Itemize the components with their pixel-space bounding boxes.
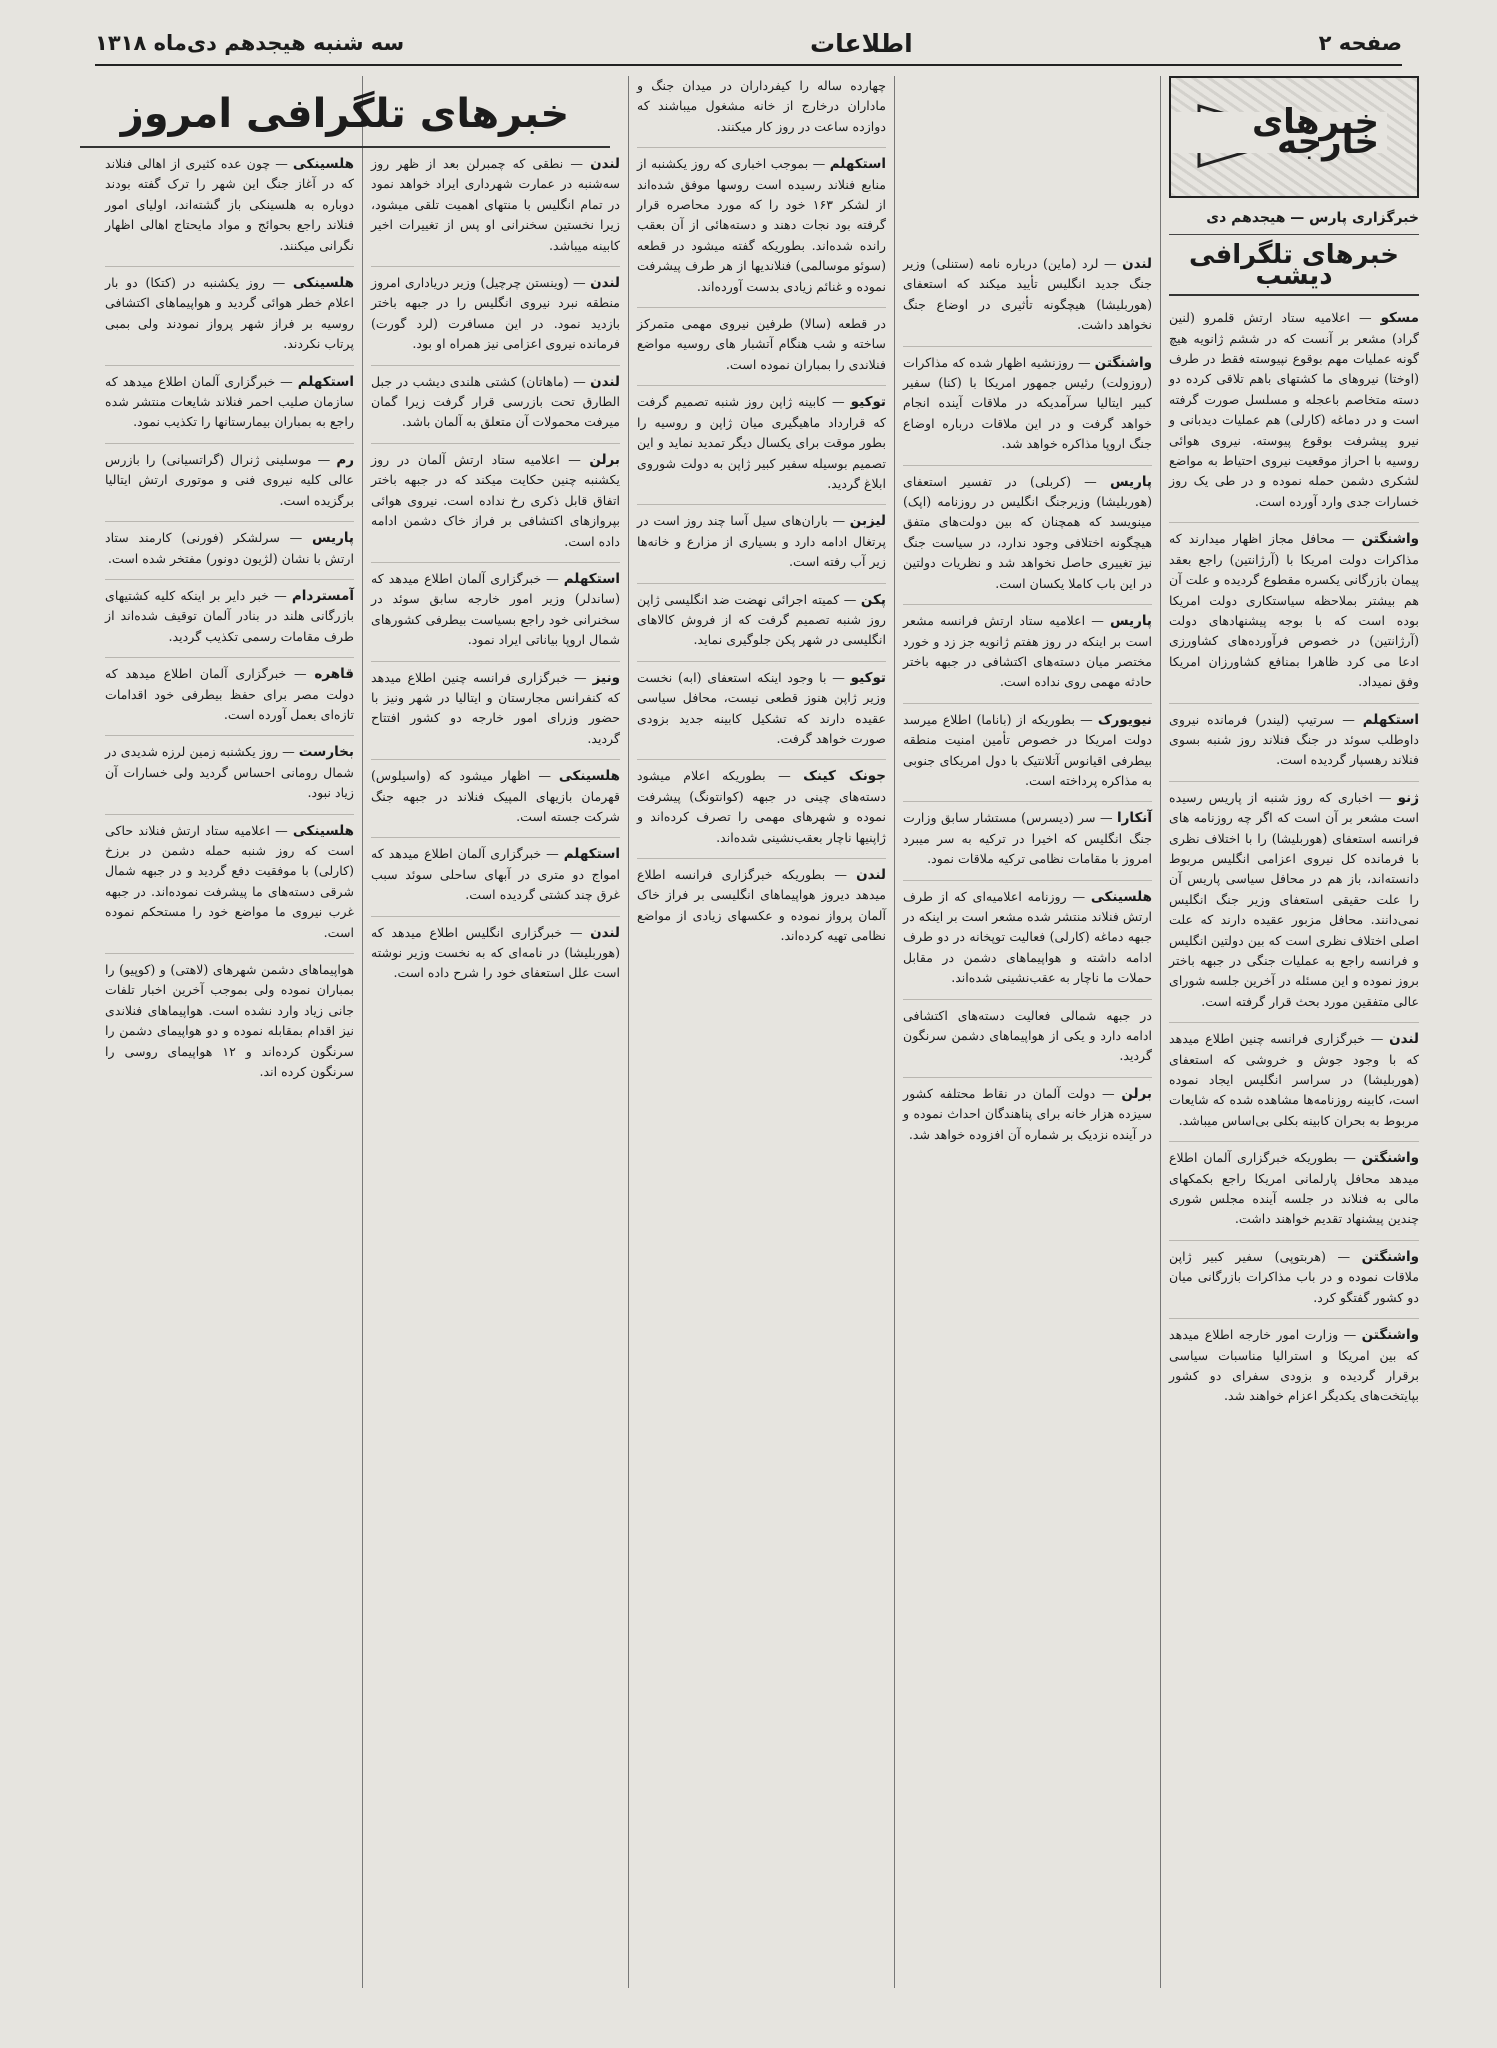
news-item-text: موسلینی ژنرال (گراتسیانی) را بازرس عالی کلیه نیروی فنی و موتوری ارتش ایتالیا برگزیده است. — [105, 451, 354, 508]
page-number: صفحه ۲ — [1318, 31, 1402, 55]
news-item-dateline: لندن — [1122, 256, 1152, 272]
news-item-dateline: لندن — [590, 373, 620, 390]
news-item-text: خبرگزاری فرانسه چنین اطلاع میدهد که کنفرانس مجارستان و ایتالیا در شهر ونیز با حضور وزرای امور خارجه دو کشور افتتاح گردید. — [371, 669, 620, 746]
news-item: استکهلم — بموجب اخباری که روز یکشنبه از منابع فنلاند رسیده است روسها موفق شده‌اند از لشکر ۱۶۳ خود را که مورد محاصره قرار گرفته بود نجات دهند و دسته‌هائی از آن بعقب رانده شده‌اند. بطوریکه گفته میشود در قطعه (سوئو موسالمی) فنلاندیها از هر طرف پیشرفت نموده و غنائم زیادی بدست آورده‌اند. — [637, 147, 886, 297]
news-item: برلن — دولت آلمان در نقاط محتلفه کشور سیزده هزار خانه برای پناهندگان احداث نموده و در آینده نزدیک بر شماره آن افزوده خواهد شد. — [903, 1077, 1152, 1145]
news-item-dateline: نیویورک — [1097, 711, 1152, 728]
news-item: واشنگتن — وزارت امور خارجه اطلاع میدهد که بین امریکا و استرالیا مناسبات سیاسی برقرار گردیده و بزودی سفرای دو کشور بپایتخت‌های یکدیگر اعزام خواهند شد. — [1169, 1318, 1419, 1407]
news-item: بخارست — روز یکشنبه زمین لرزه شدیدی در شمال رومانی احساس گردید ولی خسارات آن زیاد نبود. — [105, 735, 354, 803]
news-item-dateline: توکیو — [850, 394, 886, 411]
news-item-text: اعلامیه ستاد ارتش آلمان در روز یکشنبه چنین حکایت میکند که در جبهه باختر اتفاق قابل ذکری رخ نداده است. نیروی هوائی بپروازهای اکتشافی بر فراز خاک دشمن ادامه داده است. — [371, 451, 620, 549]
news-item-dateline: استکهلم — [563, 570, 620, 587]
news-item: پکن — کمیته اجرائی نهضت ضد انگلیسی ژاپن روز شنبه تصمیم گرفت که از فروش کالاهای انگلیسی در شهر پکن جلوگیری نماید. — [637, 583, 886, 651]
news-item: هلسینکی — روزنامه اعلامیه‌ای که از طرف ارتش فنلاند منتشر شده مشعر است بر اینکه در جبهه دماغه (کارلی) فعالیت توپخانه در دو طرف ادامه داشته و هواپیماهای دشمن در مقابل حملات ما ناچار به عقب‌نشینی شده‌اند. — [903, 880, 1152, 989]
news-item-text: بموجب اخباری که روز یکشنبه از منابع فنلاند رسیده است روسها موفق شده‌اند از لشکر ۱۶۳ خود را که مورد محاصره قرار گرفته بود نجات دهند و دسته‌هائی از آن بعقب رانده شده‌اند. بطوریکه گفته میشود در قطعه (سوئو موسالمی) فنلاندیها از هر طرف پیشرفت نموده و غنائم زیادی بدست آورده‌اند. — [637, 156, 886, 294]
news-item-dateline: لندن — [590, 924, 620, 941]
news-item: ونیز — خبرگزاری فرانسه چنین اطلاع میدهد که کنفرانس مجارستان و ایتالیا در شهر ونیز با حضور وزرای امور خارجه دو کشور افتتاح گردید. — [371, 661, 620, 750]
news-item-dateline: برلن — [1121, 1085, 1152, 1102]
news-item-text: در قطعه (سالا) طرفین نیروی مهمی متمرکز ساخته و شب هنگام آتشبار های روسیه مواضع فنلاندی را بمباران نموده است. — [637, 316, 886, 372]
last-night-telegrams-title: خبرهای تلگرافی دیشب — [1169, 245, 1419, 296]
news-item-text: در جبهه شمالی فعالیت دسته‌های اکتشافی ادامه دارد و یکی از هواپیماهای دشمن سرنگون گردید. — [903, 1007, 1152, 1064]
news-item: قاهره — خبرگزاری آلمان اطلاع میدهد که دولت مصر برای حفظ بیطرفی خود اقدامات تازه‌ای بعمل آورده است. — [105, 657, 354, 725]
news-item-text: دولت آلمان در نقاط محتلفه کشور سیزده هزار خانه برای پناهندگان احداث نموده و در آینده نزدیک بر شماره آن افزوده خواهد شد. — [903, 1085, 1152, 1142]
news-item: استکهلم — خبرگزاری آلمان اطلاع میدهد که (ساندلر) وزیر امور خارجه سابق سوئد در سخنرانی خود راجع بسیاست بیطرفی کشورهای شمال اروپا بیاناتی ایراد نمود. — [371, 562, 620, 651]
news-item-dateline: هلسینکی — [292, 156, 354, 172]
news-item-text: هواپیماهای دشمن شهرهای (لاهتی) و (کوپیو) را بمباران نموده ولی بموجب آخرین اخبار تلفات جانی زیاد وارد نشده است. هواپیماهای فنلاندی نیز اقدام بمقابله نموده و دو هواپیمای دشمن را سرنگون کرده‌اند و ۱۲ هواپیمای روسی را سرنگون کرده اند. — [105, 962, 354, 1080]
news-item-dateline: لیزبن — [849, 513, 886, 530]
news-item: لندن — (ماهاتان) کشتی هلندی دیشب در جبل الطارق تحت بازرسی قرار گرفت زیرا گمان میرفت محمولات آن متعلق به آلمان باشد. — [371, 365, 620, 433]
news-item: هلسینکی — اظهار میشود که (واسیلوس) قهرمان بازیهای المپیک فنلاند در جبهه جنگ شرکت جسته است. — [371, 759, 620, 827]
news-item-dateline: استکهلم — [1362, 711, 1419, 728]
news-item-dateline: پاریس — [1109, 613, 1152, 630]
news-item-text: چون عده کثیری از اهالی فنلاند که در آغاز جنگ این شهر را ترک گفته بودند دوباره به هلسینکی باز گشته‌اند، اولیای امور فنلاند راجع بحوائج و مواد مایحتاج اهالی اظهار نگرانی میکنند. — [105, 156, 354, 253]
news-item-text: اعلامیه ستاد ارتش فرانسه مشعر است بر اینکه در روز هفتم ژانویه جز زد و خورد مختصر میان دسته‌های اکتشافی در جبهه باختر حادثه مهمی روی نداده است. — [903, 613, 1152, 690]
news-item: واشنگتن — محافل مجاز اظهار میدارند که مذاکرات دولت امریکا با (آرژانتین) راجع بعقد پیمان بازرگانی یکسره مقطوع گردیده و علت آن هم بیشتر بملاحظه سیاستکاری دولت امریکا بوده است که با بوجه پیشنهادهای دولت (آرژانتین) در خصوص فرآورده‌های کشاورزی ادعا می کرد ظاهرا بمنافع کشاورزان امریکا وفق نمیداد. — [1169, 522, 1419, 692]
news-item: نیویورک — بطوریکه از (باناما) اطلاع میرسد دولت امریکا در خصوص تأمین امنیت منطقه بیطرفی اقیانوس آتلانتیک با دول امریکای جنوبی به مذاکره پرداخته است. — [903, 703, 1152, 792]
news-item: لندن — خبرگزاری فرانسه چنین اطلاع میدهد که با وجود جوش و خروشی که استعفای (هوربلیشا) در سراسر انگلیس ایجاد نموده است، کابینه روزنامه‌ها مشاهده شده که شایعات مربوط به بحران کابینه بکلی بی‌اساس میباشد. — [1169, 1022, 1419, 1131]
news-item-text: خبرگزاری آلمان اطلاع میدهد که (ساندلر) وزیر امور خارجه سابق سوئد در سخنرانی خود راجع بسیاست بیطرفی کشورهای شمال اروپا بیاناتی ایراد نمود. — [371, 570, 620, 648]
news-item-dateline: استکهلم — [829, 156, 886, 173]
news-item: مسکو — اعلامیه ستاد ارتش قلمرو (لنین گراد) مشعر بر آنست که در ششم ژانویه هیچ گونه عملیات مهم بوقوع نپیوسته فقط در طرف (اوختا) نیروهای ما کشتهای باهم تلاقی کرده دو دسته متخاصم باعجله و مسلسل صورت گرفته است و در دماغه (کارلی) هم عملیات دیدبانی و نیرو پیشرفت بوقوع پیوسته. نیروی هوائی روسیه با احراز موقعیت نیروی احتیاط به مواضع لشکری دشمن حمله نموده و در طی یک روز خسارات جدی وارد آورده است. — [1169, 310, 1420, 509]
news-item: استکهلم — سرتیپ (لیندر) فرمانده نیروی داوطلب سوئد در جنگ فنلاند روز شنبه بسوی فنلاند رهسپار گردیده است. — [1169, 703, 1419, 771]
news-item-dateline: توکیو — [850, 669, 886, 686]
news-item: لیزبن — باران‌های سیل آسا چند روز است در پرتغال ادامه دارد و بسیاری از مزارع و خانه‌ها زیر آب رفته است. — [637, 504, 886, 572]
news-item — [637, 76, 886, 137]
news-item-text: روز یکشنبه زمین لرزه شدیدی در شمال رومانی احساس گردید ولی خسارات آن زیاد نبود. — [105, 744, 354, 801]
news-item-dateline: هلسینکی — [1090, 888, 1152, 905]
column-3 — [629, 76, 895, 1988]
news-item-dateline: واشنگتن — [1361, 1248, 1419, 1265]
news-item-dateline: مسکو — [1380, 310, 1420, 327]
news-item-text: (هربتوپی) سفیر کبیر ژاپن ملاقات نموده و در باب مذاکرات بازرگانی میان دو کشور گفتگو کرد. — [1169, 1248, 1419, 1305]
columns-area — [70, 76, 1427, 1988]
column-1 — [1161, 76, 1427, 1988]
todays-telegrams-banner: خبرهای تلگرافی امروز — [80, 90, 610, 148]
agency-dateline: خبرگزاری پارس — هیجدهم دی — [1169, 204, 1419, 235]
news-item: جونک کینک — بطوریکه اعلام میشود دسته‌های چینی در جبهه (کوانتونگ) پیشرفت نموده و شهرهای مهمی را تصرف کرده‌اند و ژاپنیها ناچار بعقب‌نشینی شده‌اند. — [637, 759, 886, 848]
news-item-dateline: استکهلم — [563, 846, 620, 863]
news-item-text: سرلشکر (فورنی) کارمند ستاد ارتش با نشان (لژیون دونور) مفتخر شده است. — [105, 530, 354, 566]
news-item-dateline: واشنگتن — [1361, 1150, 1419, 1167]
news-item: پاریس — سرلشکر (فورنی) کارمند ستاد ارتش با نشان (لژیون دونور) مفتخر شده است. — [105, 521, 354, 569]
column-5 — [97, 76, 363, 1988]
news-item-text: بطوریکه از (باناما) اطلاع میرسد دولت امریکا در خصوص تأمین امنیت منطقه بیطرفی اقیانوس آتلانتیک با دول امریکای جنوبی به مذاکره پرداخته است. — [903, 711, 1152, 788]
news-item-dateline: لندن — [590, 275, 620, 292]
news-item-dateline: هلسینکی — [292, 822, 354, 839]
news-item-text: اظهار میشود که (واسیلوس) قهرمان بازیهای المپیک فنلاند در جبهه جنگ شرکت جسته است. — [371, 768, 620, 824]
news-item-dateline: واشنگتن — [1094, 354, 1152, 371]
foreign-news-title: خبرهای خارجه — [1171, 112, 1387, 153]
news-item-text: خبر دایر بر اینکه کلیه کشتیهای بازرگانی هلند در بنادر آلمان توقیف شده‌اند از طرف مقامات رسمی تکذیب گردید. — [105, 587, 354, 644]
news-item-dateline: لندن — [1389, 1031, 1419, 1048]
news-item-text: وزارت امور خارجه اطلاع میدهد که بین امریکا و استرالیا مناسبات سیاسی برقرار گردیده و بزودی سفرای دو کشور بپایتخت‌های یکدیگر اعزام خواهند شد. — [1169, 1327, 1419, 1404]
news-item: هلسینکی — روز یکشنبه در (کتکا) دو بار اعلام خطر هوائی گردید و هواپیماهای اکتشافی روسیه بر فراز شهر پرواز نمودند ولی بمبی پرتاب نکردند. — [105, 266, 354, 355]
news-item — [105, 953, 354, 1082]
news-item-text: باران‌های سیل آسا چند روز است در پرتغال ادامه دارد و بسیاری از مزارع و خانه‌ها زیر آب رفته است. — [637, 513, 886, 570]
news-item: رم — موسلینی ژنرال (گراتسیانی) را بازرس عالی کلیه نیروی فنی و موتوری ارتش ایتالیا برگزیده است. — [105, 443, 354, 511]
news-item-text: بطوریکه خبرگزاری آلمان اطلاع میدهد محافل پارلمانی امریکا راجع بکمکهای مالی به فنلاند در جلسه آینده مجلس شوری چندین پیشنهاد تقدیم خواهند داشت. — [1169, 1150, 1419, 1227]
masthead — [95, 22, 1402, 66]
news-item-dateline: پکن — [860, 591, 886, 608]
news-item — [637, 307, 886, 375]
news-item-text: (وینستن چرچیل) وزیر دریاداری امروز منطقه نبرد نیروی انگلیس را در جبهه باختر بازدید نمود. در این مسافرت (لرد گورت) فرمانده نیروی اعزامی نیز همراه او بود. — [371, 275, 620, 352]
news-item-dateline: ژنو — [1397, 789, 1419, 806]
news-item-dateline: استکهلم — [297, 373, 354, 390]
news-item-dateline: رم — [336, 451, 354, 468]
news-item-dateline: آنکارا — [1116, 810, 1152, 827]
news-item-dateline: برلن — [589, 451, 620, 468]
news-item: پاریس — (کربلی) در تفسیر استعفای (هوربلیشا) وزیرجنگ انگلیس در روزنامه (اپک) مینویسد که همچنان که بین دولت‌های متفق هیچگونه اختلافی وجود ندارد، در سیاست جنگ نیز تغییری حاصل نخواهد شد و نظریات دولتین در این باب کاملا یکسان است. — [903, 465, 1152, 594]
news-item: استکهلم — خبرگزاری آلمان اطلاع میدهد که امواج دو متری در آبهای ساحلی سوئد سبب غرق چند کشتی گردیده است. — [371, 837, 620, 905]
news-item: هلسینکی — چون عده کثیری از اهالی فنلاند که در آغاز جنگ این شهر را ترک گفته بودند دوباره به هلسینکی باز گشته‌اند، اولیای امور فنلاند راجع بحوائج و مواد مایحتاج اهالی اظهار نگرانی میکنند. — [105, 156, 354, 253]
news-item-dateline: پاریس — [311, 530, 354, 547]
news-item-text: کابینه ژاپن روز شنبه تصمیم گرفت که قرارداد ماهیگیری میان ژاپن و روسیه را بطور موقت برای یکسال دیگر تمدید نماید و این تصمیم بوسیله سفیر کبیر ژاپن به دولت شوروی ابلاغ گردید. — [637, 394, 886, 491]
newspaper-name: اطلاعات — [810, 28, 913, 58]
news-item-dateline: هلسینکی — [292, 275, 354, 292]
news-item-dateline: لندن — [590, 156, 620, 172]
news-item-dateline: بخارست — [298, 744, 354, 761]
news-item-text: نطقی که چمبرلن بعد از ظهر روز سه‌شنبه در عمارت شهرداری ایراد خواهد نمود در تمام انگلیس با منتهای اهمیت تلقی میشود، زیرا نخستین سخنرانی او پس از تغییرات اخیر کابینه میباشد. — [371, 156, 620, 253]
news-item-text: سرتیپ (لیندر) فرمانده نیروی داوطلب سوئد در جنگ فنلاند روز شنبه بسوی فنلاند رهسپار گردیده است. — [1169, 711, 1419, 768]
news-item: لندن — (وینستن چرچیل) وزیر دریاداری امروز منطقه نبرد نیروی انگلیس را در جبهه باختر بازدید نمود. در این مسافرت (لرد گورت) فرمانده نیروی اعزامی نیز همراه او بود. — [371, 266, 620, 355]
news-item-dateline: آمستردام — [291, 587, 354, 604]
news-item-text: با وجود اینکه استعفای (ابه) نخست وزیر ژاپن هنوز قطعی نیست، محافل سیاسی عقیده دارند که تشکیل کابینه جدید بزودی صورت خواهد گرفت. — [637, 669, 886, 746]
news-item-text: خبرگزاری انگلیس اطلاع میدهد که (هوربلیشا) در نامه‌ای که به نخست وزیر نوشته است علل استعفای خود را شرح داده است. — [371, 924, 620, 981]
news-item-text: روزنشیه اظهار شده که مذاکرات (روزولت) رئیس جمهور امریکا با (کنا) سفیر کبیر ایتالیا سرآمدیکه در ملاقات آینده انجام خواهد گرفت و در این ملاقات درباره اوضاع جنگ اروپا مذاکره خواهد شد. — [903, 354, 1152, 452]
news-item-text: اعلامیه ستاد ارتش قلمرو (لنین گراد) مشعر بر آنست که در ششم ژانویه هیچ گونه عملیات مهم بوقوع نپیوسته فقط در طرف (اوختا) نیروهای ما کشتهای باهم تلاقی کرده دو دسته متخاصم باعجله و مسلسل صورت گرفته است و در دماغه (کارلی) هم عملیات دیدبانی و نیرو پیشرفت بوقوع پیوسته. نیروی هوائی روسیه با احراز موقعیت نیروی احتیاط به مواضع لشکری دشمن حمله نموده و در طی یک روز خسارات جدی وارد آورده است. — [1169, 310, 1419, 509]
news-item: استکهلم — خبرگزاری آلمان اطلاع میدهد که سازمان صلیب احمر فنلاند شایعات منتشر شده راجع به بمباران بیمارستانها را تکذیب نمود. — [105, 365, 354, 433]
column-4 — [363, 76, 629, 1988]
news-item-text: روزنامه اعلامیه‌ای که از طرف ارتش فنلاند منتشر شده مشعر است بر اینکه در جبهه دماغه (کارلی) فعالیت توپخانه در دو طرف ادامه داشته و هواپیماهای دشمن در مقابل حملات ما ناچار به عقب‌نشینی شده‌اند. — [903, 888, 1152, 986]
news-item: توکیو — با وجود اینکه استعفای (ابه) نخست وزیر ژاپن هنوز قطعی نیست، محافل سیاسی عقیده دارند که تشکیل کابینه جدید بزودی صورت خواهد گرفت. — [637, 661, 886, 750]
news-item: واشنگتن — روزنشیه اظهار شده که مذاکرات (روزولت) رئیس جمهور امریکا با (کنا) سفیر کبیر ایتالیا سرآمدیکه در ملاقات آینده انجام خواهد گرفت و در این ملاقات درباره اوضاع جنگ اروپا مذاکره خواهد شد. — [903, 346, 1152, 455]
news-item: آمستردام — خبر دایر بر اینکه کلیه کشتیهای بازرگانی هلند در بنادر آلمان توقیف شده‌اند از طرف مقامات رسمی تکذیب گردید. — [105, 579, 354, 647]
news-item-text: خبرگزاری آلمان اطلاع میدهد که دولت مصر برای حفظ بیطرفی خود اقدامات تازه‌ای بعمل آورده است. — [105, 666, 354, 722]
news-item-text: (ماهاتان) کشتی هلندی دیشب در جبل الطارق تحت بازرسی قرار گرفت زیرا گمان میرفت محمولات آن متعلق به آلمان باشد. — [371, 373, 620, 430]
news-item-text: اخباری که روز شنبه از پاریس رسیده است مشعر بر آن است که اگر چه روزنامه های فرانسه استعفای (هوربلیشا) را با اختلاف نظری با فرمانده کل نیروی اعزامی انگلیس مربوط دانسته‌اند، باز هم در محافل سیاسی پاریس آن را علت حقیقی استعفای وزیر جنگ انگلیس نمی‌دانند. محافل مزبور عقیده دارند که علت اصلی اختلاف نظری است که بین دولتین انگلیس و فرانسه راجع به عملیات جنگی در جبهه باختر بروز نموده و این مسئله در آخرین جلسه شورای عالی متفقین مورد بحث قرار گرفته است. — [1169, 789, 1419, 1009]
news-item: برلن — اعلامیه ستاد ارتش آلمان در روز یکشنبه چنین حکایت میکند که در جبهه باختر اتفاق قابل ذکری رخ نداده است. نیروی هوائی بپروازهای اکتشافی بر فراز خاک دشمن ادامه داده است. — [371, 443, 620, 552]
news-item: واشنگتن — (هربتوپی) سفیر کبیر ژاپن ملاقات نموده و در باب مذاکرات بازرگانی میان دو کشور گفتگو کرد. — [1169, 1240, 1419, 1308]
news-item-text: خبرگزاری فرانسه چنین اطلاع میدهد که با وجود جوش و خروشی که استعفای (هوربلیشا) در سراسر انگلیس ایجاد نموده است، کابینه روزنامه‌ها مشاهده شده که شایعات مربوط به بحران کابینه بکلی بی‌اساس میباشد. — [1169, 1031, 1419, 1128]
news-item-text: لرد (ماین) درباره نامه (ستنلی) وزیر جنگ جدید انگلیس تأیید میکند که استعفای (هوربلیشا) هیچگونه تأثیری در اوضاع جنگ نخواهد داشت. — [903, 256, 1152, 333]
news-item: لندن — لرد (ماین) درباره نامه (ستنلی) وزیر جنگ جدید انگلیس تأیید میکند که استعفای (هوربلیشا) هیچگونه تأثیری در اوضاع جنگ نخواهد داشت. — [903, 256, 1152, 333]
news-item: لندن — خبرگزاری انگلیس اطلاع میدهد که (هوربلیشا) در نامه‌ای که به نخست وزیر نوشته است علل استعفای خود را شرح داده است. — [371, 916, 620, 984]
news-item-text: اعلامیه ستاد ارتش فنلاند حاکی است که روز شنبه حمله دشمن در برزخ (کارلی) با موفقیت دفع گردید و در جبهه شمال شرقی دسته‌های ما پیشرفت نموده‌اند. در جبهه غرب نیروی ما مواضع خود را مستحکم نموده است. — [105, 822, 354, 940]
news-item-text: خبرگزاری آلمان اطلاع میدهد که سازمان صلیب احمر فنلاند شایعات منتشر شده راجع به بمباران بیمارستانها را تکذیب نمود. — [105, 373, 354, 430]
news-item-text: بطوریکه خبرگزاری فرانسه اطلاع میدهد دیروز هواپیماهای انگلیسی بر فراز خاک آلمان پرواز نموده و عکسهای زیادی از مواضع نظامی تهیه کرده‌اند. — [637, 867, 886, 944]
foreign-news-header-frame — [1169, 76, 1419, 198]
news-item: واشنگتن — بطوریکه خبرگزاری آلمان اطلاع میدهد محافل پارلمانی امریکا راجع بکمکهای مالی به فنلاند در جلسه آینده مجلس شوری چندین پیشنهاد تقدیم خواهند داشت. — [1169, 1141, 1419, 1230]
news-item-dateline: ونیز — [592, 669, 620, 686]
news-item-dateline: لندن — [856, 867, 886, 883]
column-2 — [895, 76, 1161, 1988]
news-item-text: سر (دیسرس) مستشار سابق وزارت جنگ انگلیس که اخیرا در ترکیه به سر میبرد امروز با مقامات نظامی ترکیه ملاقات نمود. — [903, 810, 1152, 867]
news-item-text: روز یکشنبه در (کتکا) دو بار اعلام خطر هوائی گردید و هواپیماهای اکتشافی روسیه بر فراز شهر پرواز نمودند ولی بمبی پرتاب نکردند. — [105, 275, 354, 352]
news-item-dateline: پاریس — [1109, 473, 1152, 490]
news-item-dateline: جونک کینک — [803, 768, 886, 785]
issue-date: سه شنبه هیجدهم دی‌ماه ۱۳۱۸ — [95, 31, 405, 55]
news-item-text: (کربلی) در تفسیر استعفای (هوربلیشا) وزیرجنگ انگلیس در روزنامه (اپک) مینویسد که همچنان که بین دولت‌های متفق هیچگونه اختلافی وجود ندارد، در سیاست جنگ نیز تغییری حاصل نخواهد شد و نظریات دولتین در این باب کاملا یکسان است. — [903, 473, 1152, 591]
news-item-text: بطوریکه اعلام میشود دسته‌های چینی در جبهه (کوانتونگ) پیشرفت نموده و شهرهای مهمی را تصرف کرده‌اند و ژاپنیها ناچار بعقب‌نشینی شده‌اند. — [637, 768, 886, 845]
news-item-dateline: هلسینکی — [558, 768, 620, 785]
news-item: لندن — بطوریکه خبرگزاری فرانسه اطلاع میدهد دیروز هواپیماهای انگلیسی بر فراز خاک آلمان پرواز نموده و عکسهای زیادی از مواضع نظامی تهیه کرده‌اند. — [637, 858, 886, 947]
news-item: توکیو — کابینه ژاپن روز شنبه تصمیم گرفت که قرارداد ماهیگیری میان ژاپن و روسیه را بطور موقت برای یکسال دیگر تمدید نماید و این تصمیم بوسیله سفیر کبیر ژاپن به دولت شوروی ابلاغ گردید. — [637, 385, 886, 494]
news-item — [903, 999, 1152, 1067]
news-item-dateline: واشنگتن — [1361, 1327, 1419, 1344]
news-item-text: خبرگزاری آلمان اطلاع میدهد که امواج دو متری در آبهای ساحلی سوئد سبب غرق چند کشتی گردیده است. — [371, 846, 620, 903]
news-item: پاریس — اعلامیه ستاد ارتش فرانسه مشعر است بر اینکه در روز هفتم ژانویه جز زد و خورد مختصر میان دسته‌های اکتشافی در جبهه باختر حادثه مهمی روی نداده است. — [903, 604, 1152, 693]
news-item: ژنو — اخباری که روز شنبه از پاریس رسیده است مشعر بر آن است که اگر چه روزنامه های فرانسه استعفای (هوربلیشا) را با اختلاف نظری با فرمانده کل نیروی اعزامی انگلیس مربوط دانسته‌اند، باز هم در محافل سیاسی پاریس آن را علت حقیقی استعفای وزیر جنگ انگلیس نمی‌دانند. محافل مزبور عقیده دارند که علت اصلی اختلاف نظری است که بین دولتین انگلیس و فرانسه راجع به عملیات جنگی در جبهه باختر بروز نموده و این مسئله در آخرین جلسه شورای عالی متفقین مورد بحث قرار گرفته است. — [1169, 781, 1419, 1012]
news-item: لندن — نطقی که چمبرلن بعد از ظهر روز سه‌شنبه در عمارت شهرداری ایراد خواهد نمود در تمام انگلیس با منتهای اهمیت تلقی میشود، زیرا نخستین سخنرانی او پس از تغییرات اخیر کابینه میباشد. — [371, 156, 620, 253]
news-item-dateline: واشنگتن — [1361, 531, 1419, 548]
news-item-dateline: قاهره — [314, 666, 354, 683]
news-item: آنکارا — سر (دیسرس) مستشار سابق وزارت جنگ انگلیس که اخیرا در ترکیه به سر میبرد امروز با مقامات نظامی ترکیه ملاقات نمود. — [903, 801, 1152, 869]
news-item: هلسینکی — اعلامیه ستاد ارتش فنلاند حاکی است که روز شنبه حمله دشمن در برزخ (کارلی) با موفقیت دفع گردید و در جبهه شمال شرقی دسته‌های ما پیشرفت نموده‌اند. در جبهه غرب نیروی ما مواضع خود را مستحکم نموده است. — [105, 814, 354, 943]
news-item-text: چهارده ساله را کیفرداران در میدان جنگ و ماداران درخارج از خانه مشغول میباشند که دوازده ساعت در روز کار میکنند. — [637, 78, 886, 134]
news-item-text: کمیته اجرائی نهضت ضد انگلیسی ژاپن روز شنبه تصمیم گرفت که از فروش کالاهای انگلیسی در شهر پکن جلوگیری نماید. — [637, 591, 886, 648]
news-item-text: محافل مجاز اظهار میدارند که مذاکرات دولت امریکا با (آرژانتین) راجع بعقد پیمان بازرگانی یکسره مقطوع گردیده و علت آن هم بیشتر بملاحظه سیاستکاری دولت امریکا بوده است که با بوجه پیشنهادهای دولت (آرژانتین) در خصوص فرآورده‌های کشاورزی ادعا می کرد ظاهرا بمنافع کشاورزان امریکا وفق نمیداد. — [1169, 531, 1419, 690]
